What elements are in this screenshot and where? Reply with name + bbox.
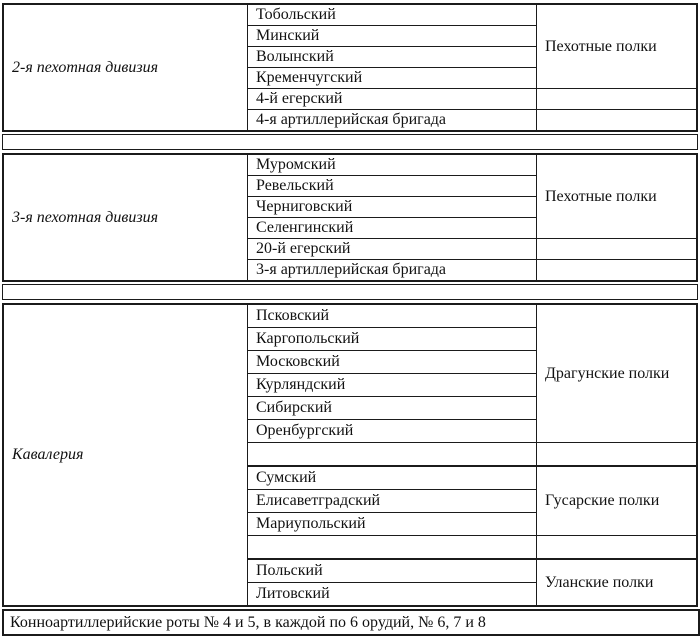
regiment-cell: 20-й егерский: [248, 239, 537, 260]
table-row: [3, 304, 697, 328]
empty-type-cell: [537, 239, 698, 260]
regiment-cell: Курляндский: [248, 374, 537, 397]
division-label-cell: 3-я пехотная дивизия: [3, 154, 248, 281]
regiment-cell: Тобольский: [248, 4, 537, 26]
regiment-cell: Литовский: [248, 583, 537, 607]
regiment-cell: Минский: [248, 26, 537, 47]
regiment-cell: Мариупольский: [248, 513, 537, 536]
section-spacer: [2, 284, 698, 300]
regiment-cell: Черниговский: [248, 197, 537, 218]
regiment-cell: Волынский: [248, 47, 537, 68]
empty-type-cell: [537, 536, 698, 560]
regiment-cell: Муромский: [248, 154, 537, 176]
empty-type-cell: [537, 89, 698, 110]
regiment-type-cell: Пехотные полки: [537, 154, 698, 239]
regiment-cell: Селенгинский: [248, 218, 537, 239]
division-label-cell: Кавалерия: [3, 304, 248, 606]
section-spacer: [2, 134, 698, 150]
table-row: [3, 154, 697, 176]
regiment-cell: Кременчугский: [248, 68, 537, 89]
regiment-cell: Елисаветградский: [248, 490, 537, 513]
regiment-cell: Сибирский: [248, 397, 537, 420]
division-table: [2, 303, 698, 607]
regiment-cell: Псковский: [248, 304, 537, 328]
regiment-cell: 4-я артиллерийская бригада: [248, 110, 537, 132]
empty-regiment-cell: [248, 443, 537, 467]
empty-regiment-cell: [248, 536, 537, 560]
regiment-type-cell: Драгунские полки: [537, 304, 698, 443]
empty-type-cell: [537, 443, 698, 467]
division-table: [2, 3, 698, 132]
regiment-cell: Ревельский: [248, 176, 537, 197]
horse-artillery-note: Конноартиллерийские роты № 4 и 5, в каждой по 6 орудий, № 6, 7 и 8: [2, 609, 700, 636]
regiment-type-cell: Уланские полки: [537, 559, 698, 606]
division-table: [2, 153, 698, 282]
division-tables: [2, 3, 698, 607]
regiment-cell: Московский: [248, 351, 537, 374]
table-row: [3, 4, 697, 26]
empty-type-cell: [537, 110, 698, 132]
empty-type-cell: [537, 260, 698, 282]
regiment-type-cell: Пехотные полки: [537, 4, 698, 89]
regiment-cell: Оренбургский: [248, 420, 537, 443]
division-label-cell: 2-я пехотная дивизия: [3, 4, 248, 131]
regiment-type-cell: Гусарские полки: [537, 466, 698, 536]
regiment-cell: 3-я артиллерийская бригада: [248, 260, 537, 282]
regiment-cell: Сумский: [248, 466, 537, 490]
regiment-cell: 4-й егерский: [248, 89, 537, 110]
regiment-cell: Каргопольский: [248, 328, 537, 351]
regiment-cell: Польский: [248, 559, 537, 583]
